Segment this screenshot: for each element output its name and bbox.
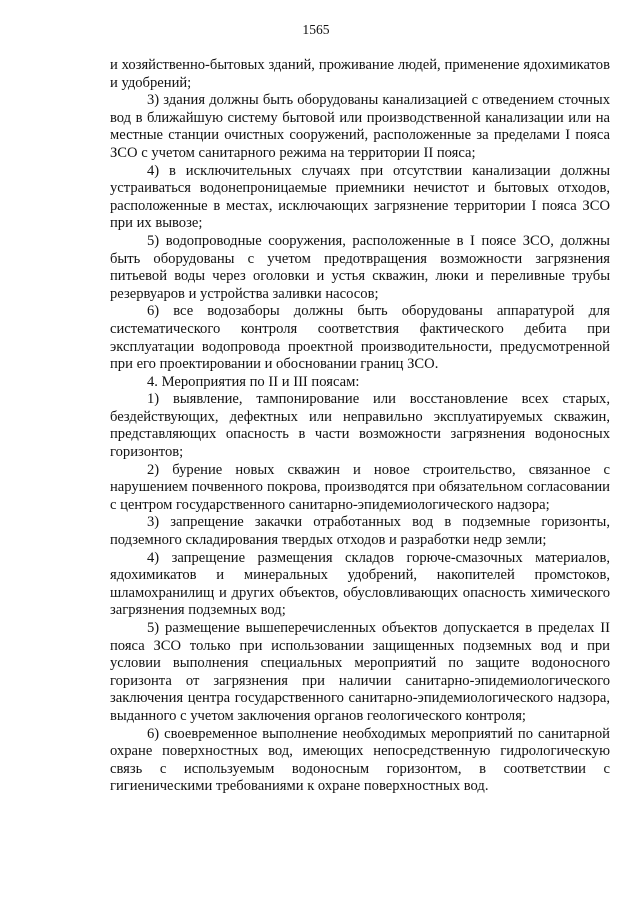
paragraph: и хозяйственно-бытовых зданий, проживание людей, применение ядохимикатов и удобрений; xyxy=(110,57,610,91)
paragraph: 6) все водозаборы должны быть оборудованы аппаратурой для систематического контроля соответствия фактического дебита при эксплуатации водопровода проектной производительности, предусмотренной при его проектировании и обосновании границ ЗСО. xyxy=(110,303,610,373)
page-number: 1565 xyxy=(302,22,330,37)
paragraph: 5) водопроводные сооружения, расположенные в I поясе ЗСО, должны быть оборудованы с учетом предотвращения возможности загрязнения питьевой воды через оголовки и устья скважин, люки и переливные трубы резервуаров и устройства заливки насосов; xyxy=(110,232,610,302)
paragraph: 3) здания должны быть оборудованы канализацией с отведением сточных вод в ближайшую систему бытовой или производственной канализации или на местные станции очистных сооружений, расположенные за пределами I пояса ЗСО с учетом санитарного режима на территории II пояса; xyxy=(110,92,610,161)
paragraph: 2) бурение новых скважин и новое строительство, связанное с нарушением почвенного покрова, производятся при обязательном согласовании с центром государственного санитарно-эпидемиологического надзора; xyxy=(110,461,610,513)
paragraph: 5) размещение вышеперечисленных объектов допускается в пределах II пояса ЗСО только при использовании защищенных подземных вод и при условии выполнения специальных мероприятий по защите водоносного горизонта от загрязнения при наличии санитарно-эпидемиологического заключения центра государственного санитарно-эпидемиологического надзора, выданного с учетом заключения органов геологического контроля; xyxy=(110,620,610,724)
paragraph: 3) запрещение закачки отработанных вод в подземные горизонты, подземного складирования твердых отходов и разработки недр земли; xyxy=(110,514,610,549)
paragraph: 1) выявление, тампонирование или восстановление всех старых, бездействующих, дефектных или неправильно эксплуатируемых скважин, представляющих опасность в части возможности загрязнения водоносных горизонтов; xyxy=(110,391,610,461)
paragraph: 4) в исключительных случаях при отсутствии канализации должны устраиваться водонепроницаемые приемники нечистот и бытовых отходов, расположенные в местах, исключающих загрязнение территории I пояса ЗСО при их вывозе; xyxy=(110,162,610,232)
section-heading: 4. Мероприятия по II и III поясам: xyxy=(147,373,360,390)
document-body xyxy=(110,57,610,796)
paragraph: 4) запрещение размещения складов горюче-смазочных материалов, ядохимикатов и минеральных удобрений, накопителей промстоков, шламохранилищ и других объектов, обусловливающих опасность химического загрязнения подземных вод; xyxy=(110,549,610,619)
paragraph: 6) своевременное выполнение необходимых мероприятий по санитарной охране поверхностных вод, имеющих непосредственную гидрологическую связь с используемым водоносным горизонтом, в соответствии с гигиеническими требованиями к охране поверхностных вод. xyxy=(110,725,610,795)
